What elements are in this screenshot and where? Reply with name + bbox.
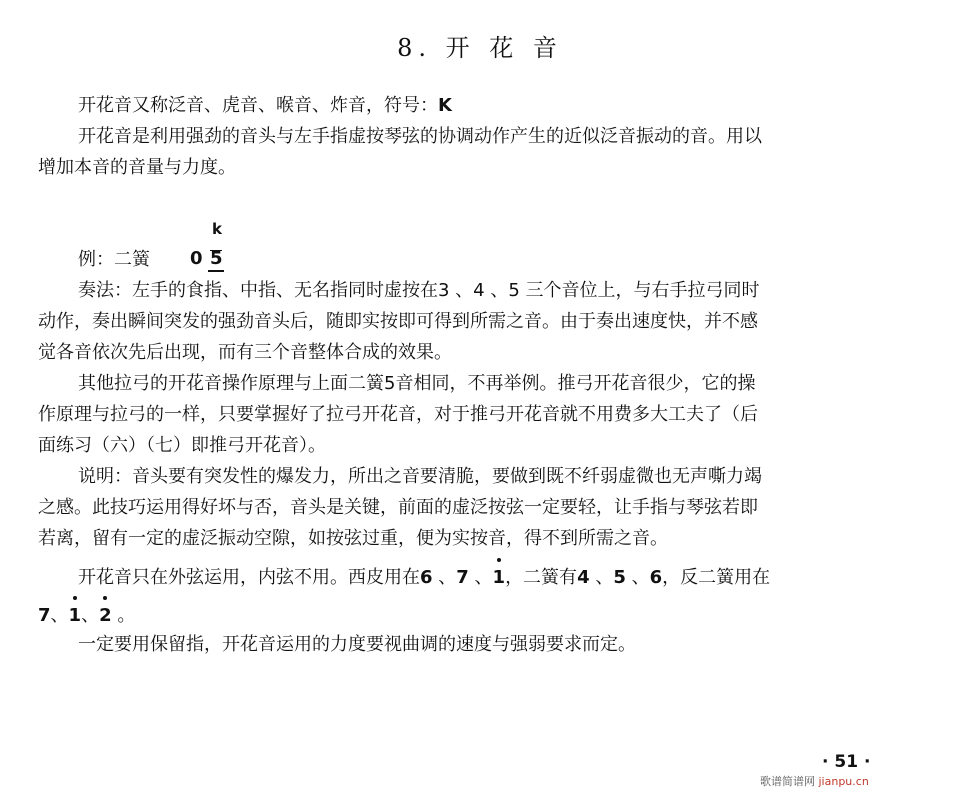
example-notation <box>190 220 230 274</box>
octave-dot <box>497 558 501 562</box>
note-7: 7 <box>456 567 469 588</box>
definition-line-2: 增加本音的音量与力度。 <box>38 157 236 178</box>
usage-text-1: 开花音只在外弦运用，内弦不用。西皮用在 <box>78 567 420 588</box>
note-high-2-digit: 2 <box>99 605 112 626</box>
separator: 、 <box>468 567 493 588</box>
note-7b: 7 <box>38 605 51 626</box>
octave-dot <box>103 596 107 600</box>
notation-underline <box>208 270 224 272</box>
page-number: · 51 · <box>822 752 871 772</box>
definition-line-1: 开花音是利用强劲的音头与左手指虚按琴弦的协调动作产生的近似泛音振动的音。用以 <box>78 126 762 147</box>
notation-zero: 0 <box>190 248 203 269</box>
notation-five: 5 <box>210 248 223 269</box>
note-4: 4 <box>577 567 590 588</box>
note-6b: 6 <box>649 567 663 588</box>
note-high-1-digit: 1 <box>492 567 506 588</box>
other-line-2: 作原理与拉弓的一样，只要掌握好了拉弓开花音，对于推弓开花音就不用费多大工夫了（后 <box>38 404 758 425</box>
separator: 、 <box>81 605 100 626</box>
note-line-3: 若离，留有一定的虚泛振动空隙，如按弦过重，便为实按音，得不到所需之音。 <box>38 528 668 549</box>
section-title: 8. 开 花 音 <box>397 34 563 62</box>
watermark <box>760 773 869 789</box>
final-line: 一定要用保留指，开花音运用的力度要视曲调的速度与强弱要求而定。 <box>78 634 636 655</box>
usage-text-2: ，二簧有 <box>505 567 578 588</box>
aliases-line <box>78 94 452 118</box>
watermark-url: jianpu.cn <box>818 775 869 788</box>
usage-line-1 <box>78 566 770 590</box>
method-line-1: 奏法：左手的食指、中指、无名指同时虚按在3 、4 、5 三个音位上，与右手拉弓同时 <box>78 280 760 301</box>
octave-dot <box>73 596 77 600</box>
usage-end: 。 <box>111 605 136 626</box>
note-high-2 <box>99 604 112 628</box>
method-line-2: 动作，奏出瞬间突发的强劲音头后，随即实按即可得到所需之音。由于奏出速度快，并不感 <box>38 311 758 332</box>
note-6: 6 <box>420 567 433 588</box>
notation-mark: k <box>212 220 222 238</box>
note-high-1b <box>69 604 82 628</box>
note-line-2: 之感。此技巧运用得好坏与否，音头是关键，前面的虚泛按弦一定要轻，让手指与琴弦若即 <box>38 497 758 518</box>
watermark-site: 歌谱简谱网 <box>760 775 815 788</box>
other-line-1: 其他拉弓的开花音操作原理与上面二簧5音相同，不再举例。推弓开花音很少，它的操 <box>78 373 756 394</box>
note-line-1: 说明：音头要有突发性的爆发力，所出之音要清脆，要做到既不纤弱虚微也无声嘶力竭 <box>78 466 762 487</box>
usage-text-3: ，反二簧用在 <box>662 567 771 588</box>
separator: 、 <box>50 605 69 626</box>
separator: 、 <box>625 567 650 588</box>
separator: 、 <box>432 567 457 588</box>
note-high-1b-digit: 1 <box>68 605 82 626</box>
other-line-3: 面练习（六）（七）即推弓开花音）。 <box>38 435 326 456</box>
separator: 、 <box>589 567 614 588</box>
note-high-1 <box>493 566 506 590</box>
note-5: 5 <box>613 567 626 588</box>
example-label: 例：二簧 <box>78 249 150 270</box>
method-line-3: 觉各音依次先后出现，而有三个音整体合成的效果。 <box>38 342 452 363</box>
usage-line-2 <box>38 604 135 628</box>
aliases-text: 开花音又称泛音、虎音、喉音、炸音，符号： <box>78 95 438 116</box>
symbol-k: K <box>438 95 452 116</box>
